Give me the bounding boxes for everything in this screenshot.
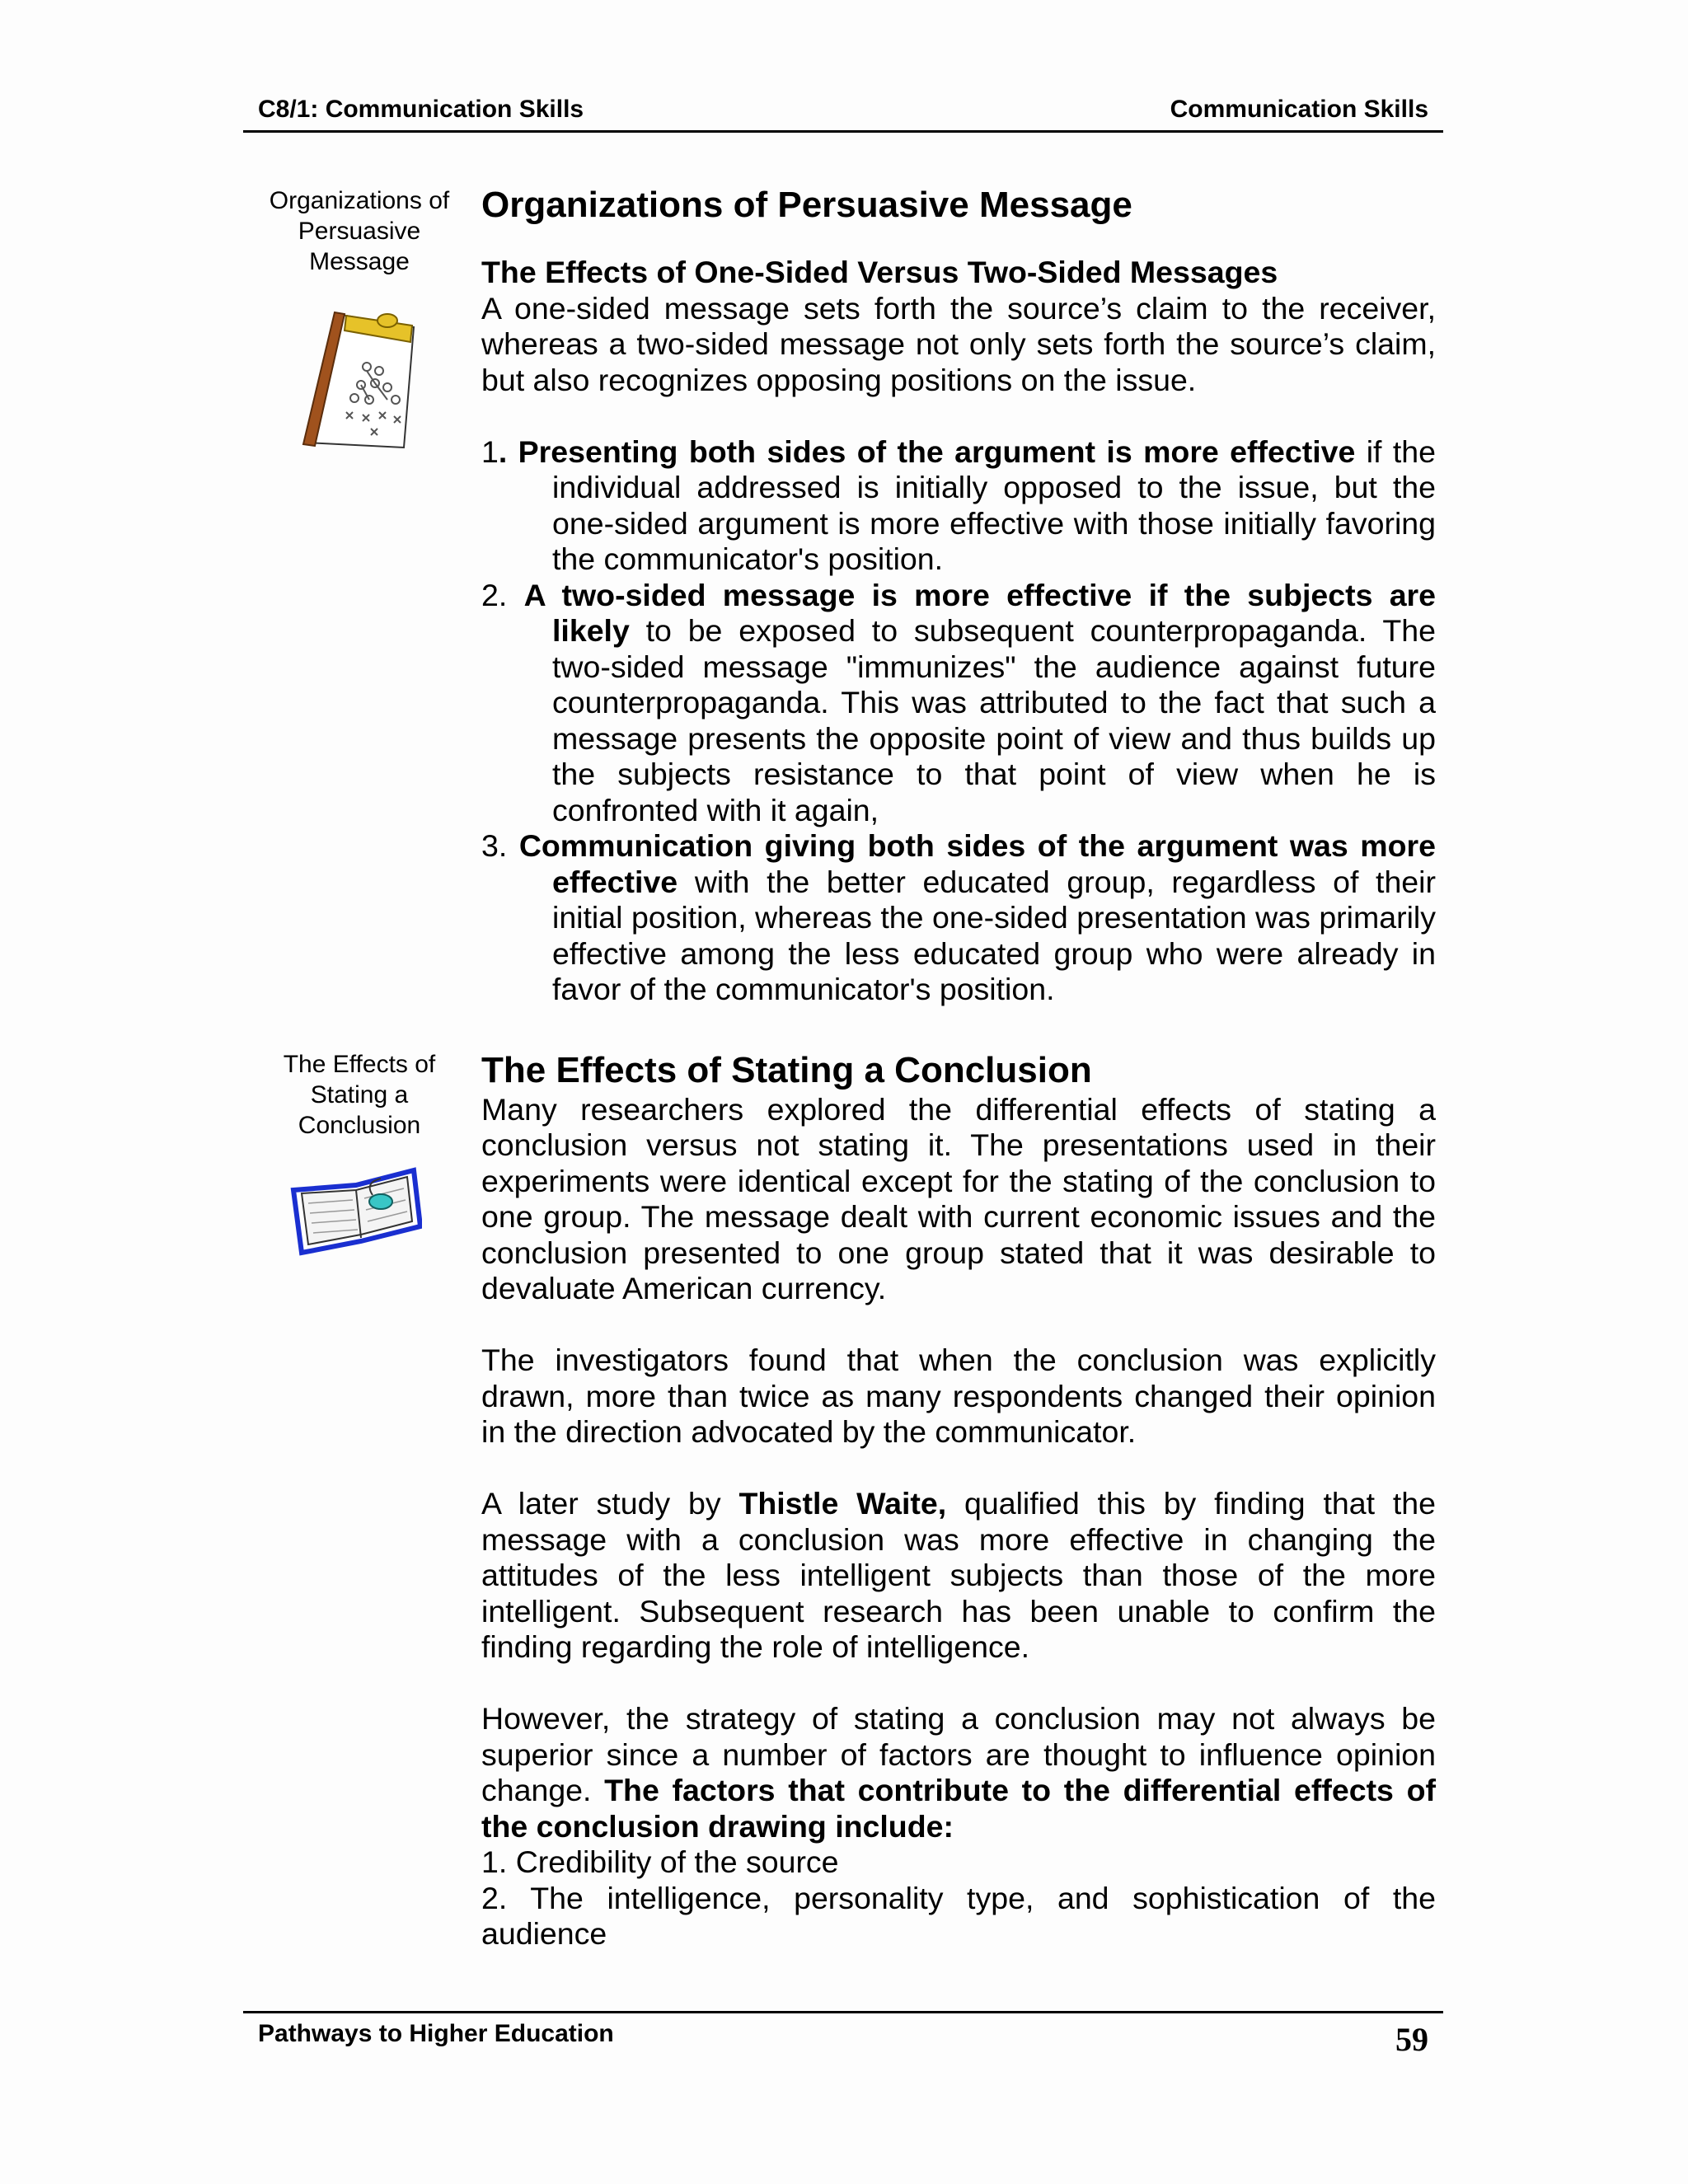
paragraph-investigators: The investigators found that when the conclusion was explicitly drawn, more than twice as many respondents changed their opinion in the direction advocated by the communicator. <box>481 1343 1436 1449</box>
header-course-title: C8/1: Communication Skills <box>258 96 584 123</box>
paragraph-factors: However, the strategy of stating a conclusion may not always be superior since a number of factors are thought to influence opinion change. The factors that contribute to the differential effects of the conclusion drawing include: <box>481 1701 1436 1844</box>
margin-note-stating-conclusion: The Effects of Stating a Conclusion <box>283 1051 436 1139</box>
paragraph-researchers: Many researchers explored the differential effects of stating a conclusion versus not stating it. The presentations used in their experiments were identical except for the stating of the conclusion to one group. The message dealt with current economic issues and the conclusion presented to one group stated that it was desirable to devaluate American currency. <box>481 1091 1436 1305</box>
subheading-one-vs-two-sided: The Effects of One-Sided Versus Two-Sided Messages <box>481 255 1278 289</box>
list-item-3: 3. Communication giving both sides of the argument was more effective with the better educated group, regardless of their initial position, whereas the one-sided presentation was primarily effective among the less educated group who were already in favor of the communicator's position. <box>481 828 1436 1006</box>
page-header <box>243 94 1443 133</box>
list-item-2: 2. A two-sided message is more effective if the subjects are likely to be exposed to subsequent counterpropaganda. The two-sided message "immunizes" the audience against future counterpropaganda. This was attributed to the fact that such a message presents the opposite point of view and thus builds up the subjects resistance to that point of view when he is confronted with it again, <box>481 577 1437 827</box>
section-title-stating-conclusion: The Effects of Stating a Conclusion <box>481 1049 1092 1090</box>
paragraph-thistle-waite: A later study by Thistle Waite, qualified this by finding that the message with a conclusion was more effective in changing the attitudes of the less intelligent subjects than those of the more intelligent. Subsequent research has been unable to confirm the finding regarding the role of intelligence. <box>481 1486 1436 1664</box>
clipboard-play-diagram-icon <box>297 309 420 449</box>
factor-item-1: 1. Credibility of the source <box>481 1844 839 1879</box>
page-footer <box>243 2011 1443 2058</box>
list-item-1: 1. Presenting both sides of the argument is more effective if the individual addressed is initially opposed to the issue, but the one-sided argument is more effective with those initially favoring the communicator's position. <box>481 434 1436 576</box>
intro-paragraph: A one-sided message sets forth the source’s claim to the receiver, whereas a two-sided message not only sets forth the source’s claim, but also recognizes opposing positions on the issue. <box>481 290 1436 397</box>
margin-note-organizations: Organizations of Persuasive Message <box>269 187 450 275</box>
page-number: 59 <box>1395 2021 1428 2058</box>
section-title-organizations: Organizations of Persuasive Message <box>481 185 1132 225</box>
header-section-title: Communication Skills <box>1170 96 1428 123</box>
footer-publication-title: Pathways to Higher Education <box>258 2020 614 2047</box>
open-book-icon <box>290 1162 422 1257</box>
factor-item-2: 2. The intelligence, personality type, and sophistication of the audience <box>481 1880 1436 1951</box>
main-content <box>481 184 1436 1952</box>
